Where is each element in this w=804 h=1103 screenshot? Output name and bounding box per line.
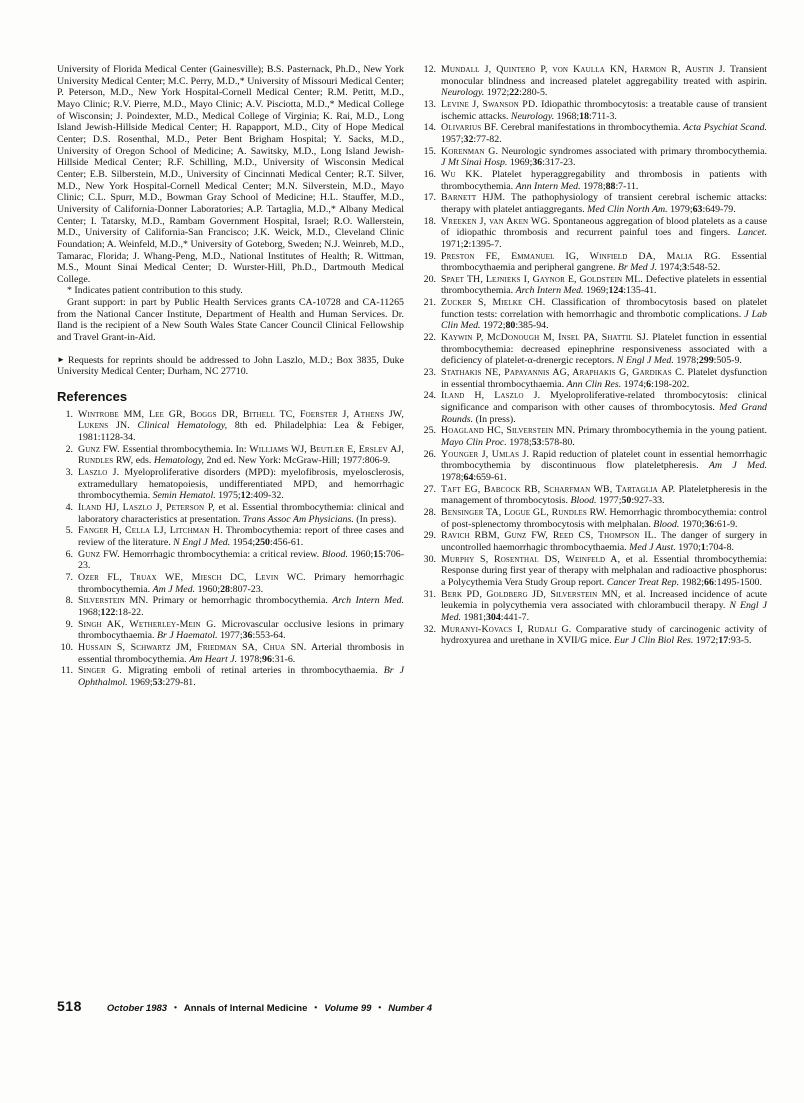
reference-item — [420, 99, 767, 122]
reference-number: 23. — [423, 367, 436, 379]
reference-text: Bensinger TA, Logue GL, Rundles RW. Hemorrhagic thrombocythemia: control of post-splenectomy thrombocytosis with melphalan. Blood. 1970;36:61-9. — [441, 506, 767, 530]
reference-item — [57, 409, 404, 444]
reference-text: Ozer FL, Truax WE, Miesch DC, Levin WC. Primary hemorrhagic thrombocythemia. Am J Med. 1960;28:807-23. — [78, 571, 404, 595]
reference-item — [57, 444, 404, 467]
reference-number: 15. — [423, 145, 436, 157]
reference-text: Singer G. Migrating emboli of retinal arteries in thrombocythaemia. Br J Ophthalmol. 1969;53:279-81. — [78, 665, 404, 688]
reference-number: 31. — [423, 588, 436, 600]
footer-number: Number 4 — [388, 1003, 433, 1014]
reference-item — [420, 146, 767, 169]
reference-item — [420, 589, 767, 624]
reference-text: Olivarius BF. Cerebral manifestations in thrombocythemia. Acta Psychiat Scand. 1957;32:77-82. — [441, 122, 767, 145]
reference-number: 13. — [423, 98, 436, 110]
reference-number: 26. — [423, 448, 436, 460]
reference-item — [420, 274, 767, 297]
reference-number: 12. — [423, 64, 436, 75]
reference-number: 24. — [423, 390, 436, 402]
bullet-icon: • — [314, 1003, 318, 1012]
reference-text: Gunz FW. Hemorrhagic thrombocythemia: a critical review. Blood. 1960;15:706-23. — [78, 548, 404, 572]
reference-text: Zucker S, Mielke CH. Classification of thrombocytosis based on platelet function tests: correlation with hemorrhagic and thrombotic complications. J Lab Clin Med. 1972;80:385-94. — [441, 297, 768, 332]
reference-number: 5. — [65, 525, 73, 537]
reference-number: 6. — [65, 548, 73, 560]
footer-volume: Volume 99 — [324, 1003, 372, 1014]
reference-item — [420, 507, 767, 530]
reference-number: 16. — [423, 168, 436, 180]
reference-item — [57, 595, 404, 618]
reference-text: Ravich RBM, Gunz FW, Reed CS, Thompson IL. The danger of surgery in uncontrolled haemorrhagic thrombocythaemia. Med J Aust. 1970;1:704-8. — [441, 530, 768, 553]
reference-text: Singh AK, Wetherley-Mein G. Microvascular occlusive lesions in primary thrombocythaemia. Br J Haematol. 1977;36:553-64. — [78, 618, 405, 642]
reference-text: Iland H, Laszlo J. Myeloproliferative-related thrombocytosis: clinical significance and comparison with other causes of thrombocytosis. Med Grand Rounds. (In press). — [441, 390, 767, 425]
reference-number: 28. — [423, 506, 436, 518]
reference-text: Berk PD, Goldberg JD, Silverstein MN, et al. Increased incidence of acute leukemia in polycythemia vera associated with chlorambucil therapy. N Engl J Med. 1981;304:441-7. — [441, 588, 767, 623]
reference-item — [420, 624, 767, 647]
footer-journal-name: Annals of Internal Medicine — [183, 1003, 308, 1014]
reference-number: 22. — [423, 332, 436, 344]
reference-text: Wintrobe MM, Lee GR, Boggs DR, Bithell TC, Foerster J, Athens JW, Lukens JN. Clinical Hematology, 8th ed. Philadelphia: Lea & Febiger, 1981:1128-34. — [78, 408, 405, 444]
reference-item — [420, 367, 767, 390]
reference-text: Hussain S, Schwartz JM, Friedman SA, Chua SN. Arterial thrombosis in essential thrombocythemia. Am Heart J. 1978;96:31-6. — [78, 641, 405, 665]
reference-number: 2. — [65, 443, 73, 455]
reference-item — [57, 467, 404, 502]
reference-item — [420, 390, 767, 425]
reference-text: Kaywin P, McDonough M, Insel PA, Shattil SJ. Platelet function in essential thrombocythemia: decreased epinephrine responsiveness associated with a deficiency of platelet-α-drenergic receptors. N Engl J Med. 1978;299:505-9. — [441, 332, 767, 367]
reference-item — [420, 554, 767, 589]
affiliations-paragraph: University of Florida Medical Center (Gainesville); B.S. Pasternack, Ph.D., New York University Medical Center; M.C. Perry, M.D.,* University of Missouri Medical Center; P. Peterson, M.D., New York Hospital-Cornell Medical Center; R.M. Petitt, M.D., Mayo Clinic; R.V. Pierre, M.D., Mayo Clinic; A.V. Pisciotta, M.D.,* Medical College of Wisconsin; J. Poindexter, M.D., Medical College of Virginia; K. Rai, M.D., Long Island Jewish-Hillside Medical Center; H. Rapapport, M.D., City of Hope Medical Center; D.S. Rosenthal, M.D., Peter Bent Brigham Hospital; Y. Sacks, M.D., University of Oregon School of Medicine; A. Sawitsky, M.D., Long Island Jewish-Hillside Medical Center; R.F. Schilling, M.D., University of Wisconsin Medical Center; E.B. Silberstein, M.D., University of Cincinnati Medical Center; R.T. Silver, M.D., New York Hospital-Cornell Medical Center; M.N. Silverstein, M.D., Mayo Clinic; C.L. Spurr, M.D., Bowman Gray School of Medicine; H.L. Stauffer, M.D., University of California-Donner Laboratories; A.P. Tartaglia, M.D.,* Albany Medical Center; I. Tatarsky, M.D., Rambam Government Hospital, Israel; R.O. Wallerstein, M.D., University of California-San Francisco; J.K. Weick, M.D., Cleveland Clinic Foundation; A. Weinfeld, M.D.,* University of Goteborg, Sweden; N.J. Weinreb, M.D., Tamarac, Florida; J. Whang-Peng, M.D., National Institutes of Health; R. Wittman, M.S., Mount Sinai Medical Center; D. Wurster-Hill, Ph.D., Dartmouth Medical College. — [57, 64, 404, 285]
reprint-request-text: Requests for reprints should be addressed to John Laszlo, M.D.; Box 3835, Duke University Medical Center; Durham, NC 27710. — [57, 354, 404, 378]
reference-item — [420, 192, 767, 215]
reference-text: Gunz FW. Essential thrombocythemia. In: Williams WJ, Beutler E, Erslev AJ, Rundles RW, eds. Hematology, 2nd ed. New York: McGraw-Hill; 1977:806-9. — [78, 443, 404, 467]
reference-text: Korenman G. Neurologic syndromes associated with primary thrombocythemia. J Mt Sinai Hosp. 1969;36:317-23. — [441, 145, 768, 169]
reference-item — [57, 572, 404, 595]
reference-number: 11. — [61, 665, 73, 677]
reference-item — [57, 642, 404, 665]
reference-item — [420, 332, 767, 367]
reference-item — [420, 216, 767, 251]
reference-number: 25. — [423, 425, 436, 437]
reference-text: Preston FE, Emmanuel IG, Winfield DA, Malia RG. Essential thrombocythaemia and peripheral gangrene. Br Med J. 1974;3:548-52. — [441, 250, 767, 274]
reference-item — [420, 251, 767, 274]
reference-number: 10. — [60, 641, 73, 653]
reference-item — [420, 64, 767, 99]
reference-number: 21. — [423, 297, 436, 309]
references-list-left — [57, 409, 404, 689]
reference-number: 17. — [423, 192, 436, 204]
reference-text: Vreeken J, van Aken WG. Spontaneous aggregation of blood platelets as a cause of idiopathic thrombosis and recurrent painful toes and fingers. Lancet. 1971;2:1395-7. — [441, 215, 767, 250]
reprint-arrow-icon: ► — [57, 355, 65, 365]
reference-number: 29. — [423, 530, 436, 542]
reference-item — [57, 525, 404, 548]
reference-item — [420, 122, 767, 145]
reference-text: Mundall J, Quintero P, von Kaulla KN, Harmon R, Austin J. Transient monocular blindness and increased platelet aggregability treated with aspirin. Neurology. 1972;22:280-5. — [441, 64, 767, 99]
reference-text: Muranyi-Kovacs I, Rudali G. Comparative study of carcinogenic activity of hydroxyurea and urethane in XVII/G mice. Eur J Clin Biol Res. 1972;17:93-5. — [441, 623, 767, 647]
bullet-icon: • — [174, 1003, 177, 1012]
reference-text: Iland HJ, Laszlo J, Peterson P, et al. Essential thrombocythemia: clinical and laboratory characteristics at presentation. Trans Assoc Am Physicians. (In press). — [78, 501, 404, 525]
reference-text: Wu KK. Platelet hyperaggregability and thrombosis in patients with thrombocythemia. Ann Intern Med. 1978;88:7-11. — [441, 168, 767, 192]
reference-text: Laszlo J. Myeloproliferative disorders (MPD): myelofibrosis, myelosclerosis, extramedullary hematopoiesis, undifferentiated MPD, and hemorrhagic thrombocythemia. Semin Hematol. 1975;12:409-32. — [78, 467, 405, 502]
reference-number: 1. — [65, 408, 73, 420]
reference-item — [420, 169, 767, 192]
reference-text: Barnett HJM. The pathophysiology of transient cerebral ischemic attacks: therapy with platelet antiaggregants. Med Clin North Am. 1979;63:649-79. — [441, 192, 767, 215]
page-footer — [57, 998, 757, 1014]
footer-issue-date: October 1983 — [106, 1003, 168, 1014]
reference-number: 27. — [423, 483, 436, 495]
page-number: 518 — [57, 998, 82, 1014]
reference-number: 32. — [423, 623, 436, 635]
reference-text: Younger J, Umlas J. Rapid reduction of platelet count in essential hemorrhagic thrombocythemia by discontinuous flow plateletpheresis. Am J Med. 1978;64:659-61. — [441, 448, 768, 483]
reference-item — [420, 484, 767, 507]
reference-item — [420, 425, 767, 448]
references-list-right — [420, 64, 767, 647]
reference-number: 30. — [423, 553, 436, 565]
reference-text: Murphy S, Rosenthal DS, Weinfeld A, et al. Essential thrombocythemia: Response during first year of therapy with melphalan and radioactive phosphorus: a Polycythemia Vera Study Group report. Cancer Treat Rep. 1982;66:1495-1500. — [441, 553, 767, 588]
reference-number: 9. — [65, 618, 73, 630]
reference-text: Silverstein MN. Primary or hemorrhagic thrombocythemia. Arch Intern Med. 1968;122:18-22. — [78, 595, 404, 618]
reference-text: Stathakis NE, Papayannis AG, Araphakis G, Gardikas C. Platelet dysfunction in essential thrombocythaemia. Ann Clin Res. 1974;6:198-202. — [441, 367, 768, 390]
reprint-request-note — [57, 355, 404, 378]
reference-text: Levine J, Swanson PD. Idiopathic thrombocytosis: a treatable cause of transient ischemic attacks. Neurology. 1968;18:711-3. — [441, 98, 767, 122]
reference-number: 20. — [423, 273, 436, 285]
reference-number: 14. — [423, 122, 436, 134]
reference-number: 8. — [65, 595, 73, 607]
left-column — [57, 64, 404, 688]
reference-item — [420, 297, 767, 332]
right-column — [420, 64, 767, 647]
reference-item — [57, 665, 404, 688]
bullet-icon: • — [378, 1003, 382, 1012]
reference-number: 19. — [423, 250, 436, 262]
reference-item — [420, 449, 767, 484]
reference-number: 3. — [65, 467, 73, 478]
reference-number: 4. — [65, 501, 73, 513]
reference-text: Hoagland HC, Silverstein MN. Primary thrombocythemia in the young patient. Mayo Clin Proc. 1978;53:578-80. — [441, 425, 768, 448]
reference-number: 18. — [423, 215, 436, 227]
reference-item — [57, 502, 404, 525]
reference-item — [420, 530, 767, 553]
reference-number: 7. — [65, 571, 73, 583]
grant-support-note: Grant support: in part by Public Health Services grants CA-10728 and CA-11265 from the National Cancer Institute, Department of Health and Human Services. Dr. Iland is the recipient of a New South Wales State Cancer Council Clinical Fellowship and Travel Grant-in-Aid. — [57, 297, 404, 344]
asterisk-note: * Indicates patient contribution to this study. — [67, 285, 243, 297]
reference-item — [57, 549, 404, 572]
reference-text: Spaet TH, Lejnieks I, Gaynor E, Goldstein ML. Defective platelets in essential thrombocythemia. Arch Intern Med. 1969;124:135-41. — [441, 273, 768, 297]
reference-text: Taft EG, Babcock RB, Scharfman WB, Tartaglia AP. Plateletpheresis in the management of thrombocytosis. Blood. 1977;50:927-33. — [441, 483, 767, 507]
reference-item — [57, 619, 404, 642]
references-heading: References — [57, 389, 128, 405]
reference-text: Fanger H, Cella LJ, Litchman H. Thrombocythemia: report of three cases and review of the literature. N Engl J Med. 1954;250:456-61. — [78, 525, 404, 548]
